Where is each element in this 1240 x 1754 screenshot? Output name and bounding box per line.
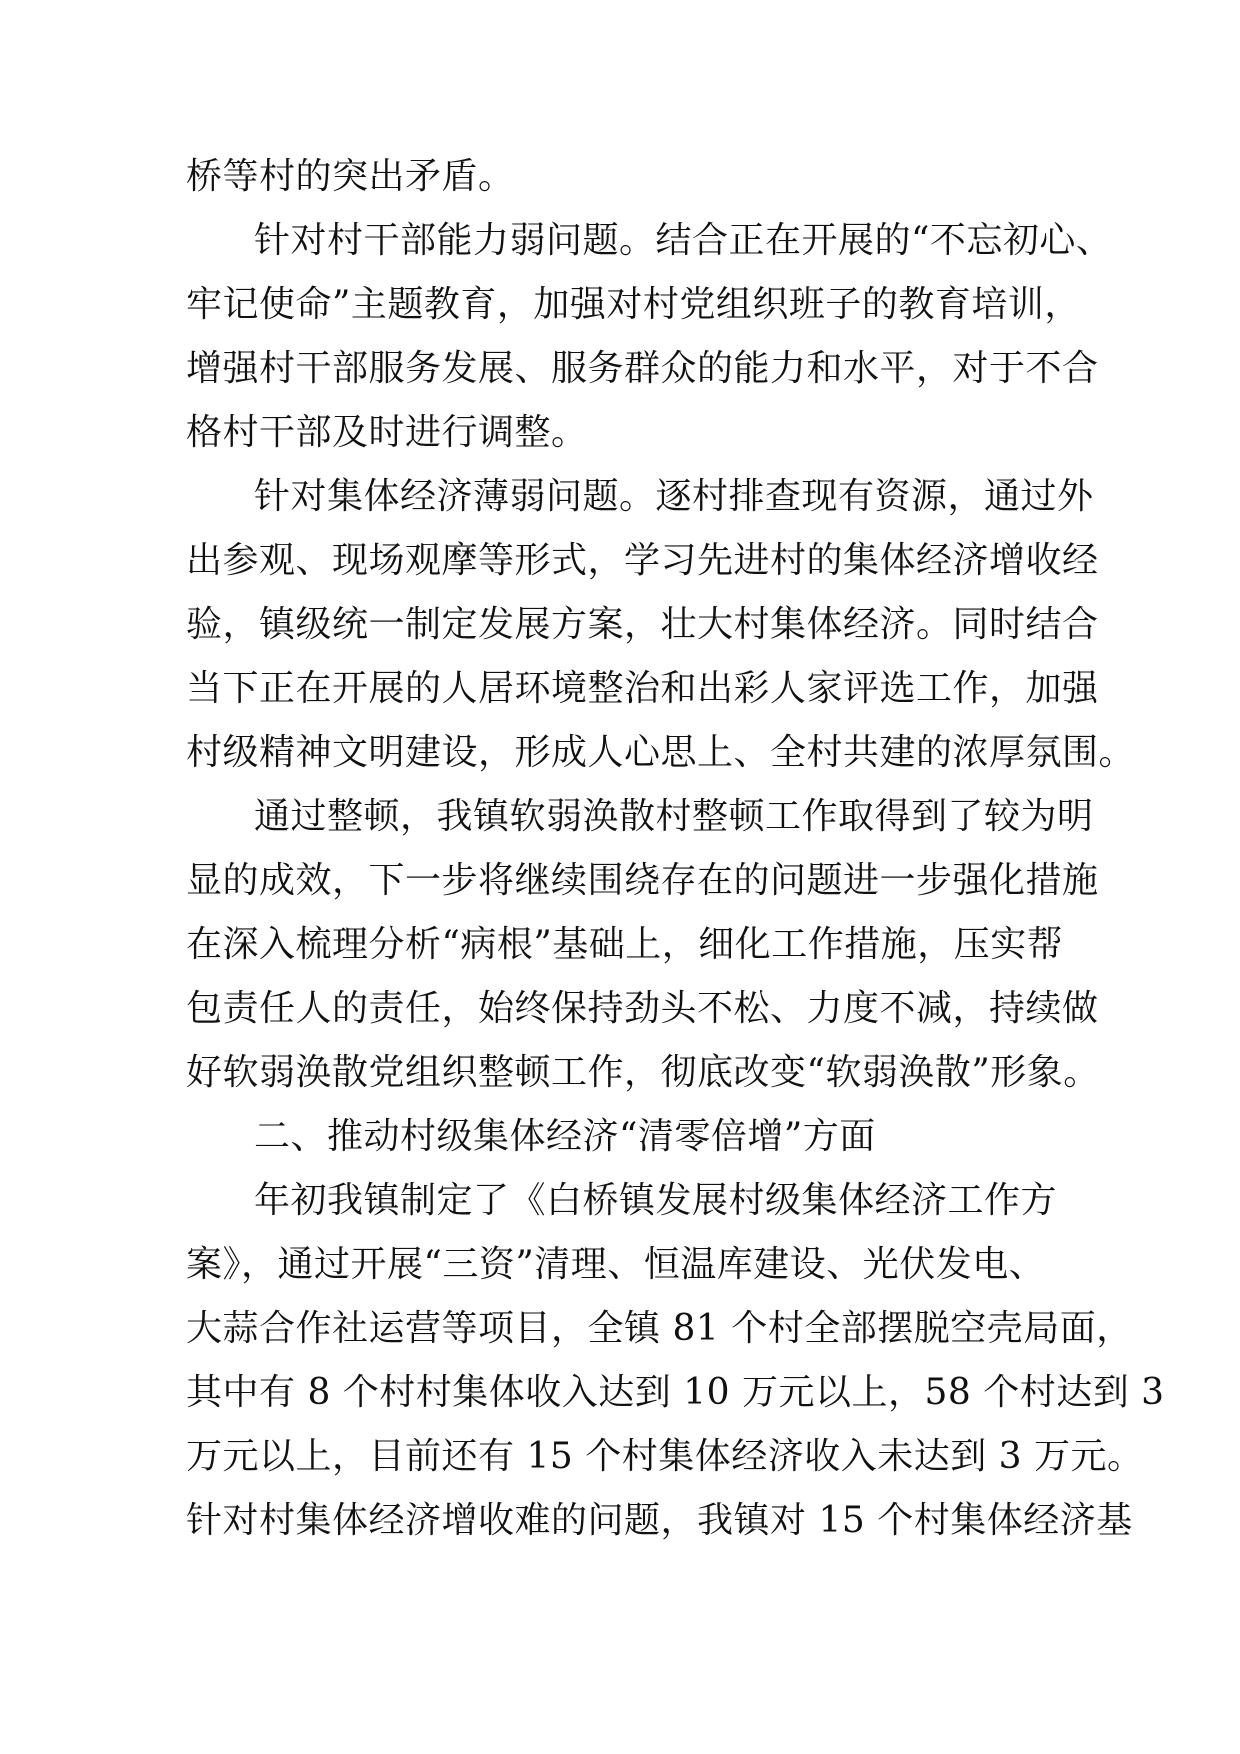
paragraph-start-line: 针对村干部能力弱问题。结合正在开展的“不忘初心、 (254, 220, 1113, 261)
text-line: 针对村集体经济增收难的问题，我镇对 15 个村集体经济基 (186, 1500, 1133, 1541)
paragraph-start-line: 针对集体经济薄弱问题。逐村排查现有资源，通过外 (254, 476, 1094, 517)
text-line: 大蒜合作社运营等项目，全镇 81 个村全部摆脱空壳局面， (186, 1308, 1133, 1349)
section-heading: 二、推动村级集体经济“清零倍增”方面 (254, 1116, 876, 1157)
text-line: 包责任人的责任，始终保持劲头不松、力度不减，持续做 (186, 988, 1099, 1029)
text-line: 桥等村的突出矛盾。 (186, 156, 515, 197)
text-line: 当下正在开展的人居环境整治和出彩人家评选工作，加强 (186, 668, 1099, 709)
text-line: 出参观、现场观摩等形式，学习先进村的集体经济增收经 (186, 540, 1099, 581)
text-line: 好软弱涣散党组织整顿工作，彻底改变“软弱涣散”形象。 (186, 1052, 1100, 1093)
text-line: 牢记使命”主题教育，加强对村党组织班子的教育培训， (186, 284, 1081, 325)
text-line: 格村干部及时进行调整。 (186, 412, 588, 453)
paragraph-start-line: 年初我镇制定了《白桥镇发展村级集体经济工作方 (254, 1180, 1058, 1221)
text-line: 增强村干部服务发展、服务群众的能力和水平，对于不合 (186, 348, 1099, 389)
text-line: 案》，通过开展“三资”清理、恒温库建设、光伏发电、 (186, 1244, 1046, 1285)
text-line: 验，镇级统一制定发展方案，壮大村集体经济。同时结合 (186, 604, 1099, 645)
text-line: 在深入梳理分析“病根”基础上，细化工作措施，压实帮 (186, 924, 1064, 965)
paragraph-start-line: 通过整顿，我镇软弱涣散村整顿工作取得到了较为明 (254, 796, 1094, 837)
text-line: 其中有 8 个村村集体收入达到 10 万元以上，58 个村达到 3 (186, 1372, 1165, 1413)
text-line: 显的成效，下一步将继续围绕存在的问题进一步强化措施 (186, 860, 1099, 901)
text-line: 村级精神文明建设，形成人心思上、全村共建的浓厚氛围。 (186, 732, 1136, 773)
text-line: 万元以上，目前还有 15 个村集体经济收入未达到 3 万元。 (186, 1436, 1144, 1477)
